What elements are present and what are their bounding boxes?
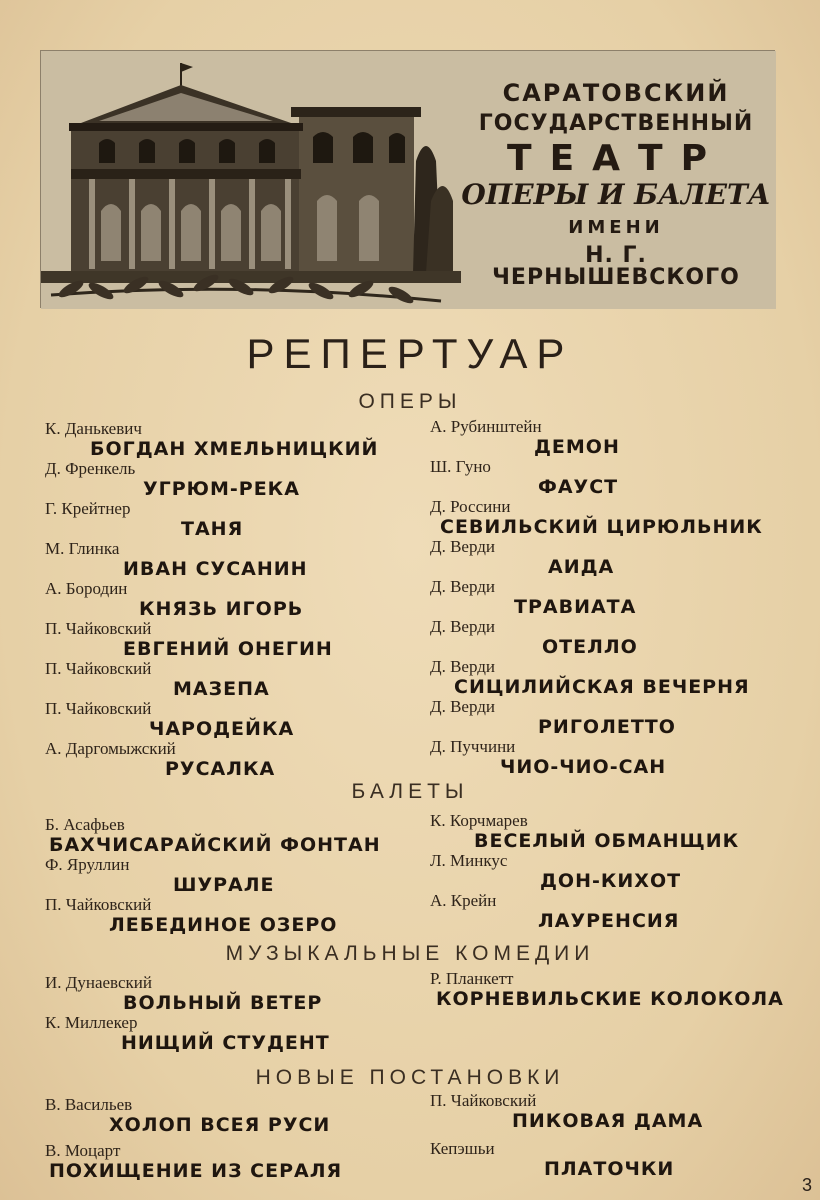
composer: Д. Пуччини bbox=[430, 737, 516, 756]
list-item bbox=[430, 698, 790, 738]
work-title: ТАНЯ bbox=[181, 518, 244, 540]
composer: Г. Крейтнер bbox=[45, 499, 131, 518]
composer: Д. Верди bbox=[430, 617, 496, 636]
work-title: ЛАУРЕНСИЯ bbox=[538, 910, 680, 932]
list-item bbox=[45, 974, 405, 1014]
list-item bbox=[45, 1142, 405, 1182]
composer: К. Корчмарев bbox=[430, 811, 528, 830]
section-heading-new-productions: НОВЫЕ ПОСТАНОВКИ bbox=[255, 1066, 565, 1089]
theater-name bbox=[461, 81, 771, 289]
work-title: МАЗЕПА bbox=[173, 678, 270, 700]
list-item bbox=[45, 660, 405, 700]
composer: Л. Минкус bbox=[430, 851, 508, 870]
composer: Кепэшьи bbox=[430, 1139, 495, 1158]
header-line-3: ТЕАТР bbox=[507, 138, 725, 179]
list-item bbox=[430, 578, 790, 618]
composer: Д. Верди bbox=[430, 697, 496, 716]
work-title: СЕВИЛЬСКИЙ ЦИРЮЛЬНИК bbox=[440, 516, 763, 538]
list-item bbox=[45, 580, 405, 620]
composer: П. Чайковский bbox=[430, 1091, 537, 1110]
composer: Д. Россини bbox=[430, 497, 511, 516]
work-title: ДЕМОН bbox=[534, 436, 620, 458]
composer: А. Даргомыжский bbox=[45, 739, 176, 758]
composer: И. Дунаевский bbox=[45, 973, 152, 992]
composer: К. Данькевич bbox=[45, 419, 142, 438]
header-line-4: ОПЕРЫ И БАЛЕТА bbox=[461, 178, 771, 211]
list-item bbox=[430, 852, 790, 892]
work-title: ОТЕЛЛО bbox=[542, 636, 638, 658]
list-item bbox=[430, 618, 790, 658]
work-title: РИГОЛЕТТО bbox=[538, 716, 676, 738]
composer: Д. Верди bbox=[430, 657, 496, 676]
work-title: ВОЛЬНЫЙ ВЕТЕР bbox=[123, 992, 323, 1014]
composer: Д. Верди bbox=[430, 577, 496, 596]
work-title: ТРАВИАТА bbox=[514, 596, 637, 618]
header-banner bbox=[40, 50, 775, 308]
work-title: РУСАЛКА bbox=[165, 758, 276, 780]
header-line-6: Н. Г. ЧЕРНЫШЕВСКОГО bbox=[492, 243, 740, 290]
composer: А. Рубинштейн bbox=[430, 417, 542, 436]
work-title: БАХЧИСАРАЙСКИЙ ФОНТАН bbox=[49, 834, 381, 856]
header-line-5: ИМЕНИ bbox=[568, 217, 664, 238]
list-item bbox=[45, 1096, 405, 1136]
list-item bbox=[45, 816, 405, 856]
list-item bbox=[430, 538, 790, 578]
work-title: ЛЕБЕДИНОЕ ОЗЕРО bbox=[109, 914, 338, 936]
work-title: КОРНЕВИЛЬСКИЕ КОЛОКОЛА bbox=[436, 988, 784, 1010]
composer: П. Чайковский bbox=[45, 619, 152, 638]
page-number: 3 bbox=[801, 1175, 812, 1195]
work-title: БОГДАН ХМЕЛЬНИЦКИЙ bbox=[90, 438, 379, 460]
work-title: ШУРАЛЕ bbox=[173, 874, 275, 896]
work-title: НИЩИЙ СТУДЕНТ bbox=[121, 1032, 330, 1054]
list-item bbox=[430, 458, 790, 498]
composer: Р. Планкетт bbox=[430, 969, 514, 988]
list-item bbox=[45, 420, 405, 460]
section-heading-ballets: БАЛЕТЫ bbox=[351, 780, 469, 803]
header-line-2: ГОСУДАРСТВЕННЫЙ bbox=[478, 111, 754, 136]
list-item bbox=[430, 738, 790, 778]
list-item bbox=[45, 540, 405, 580]
list-item bbox=[45, 620, 405, 660]
list-item bbox=[45, 700, 405, 740]
list-item bbox=[430, 1140, 790, 1180]
list-item bbox=[430, 812, 790, 852]
work-title: ХОЛОП ВСЕЯ РУСИ bbox=[109, 1114, 331, 1136]
work-title: ЧАРОДЕЙКА bbox=[149, 718, 295, 740]
list-item bbox=[430, 418, 790, 458]
page-title: РЕПЕРТУАР bbox=[246, 330, 574, 377]
composer: Ш. Гуно bbox=[430, 457, 491, 476]
composer: П. Чайковский bbox=[45, 895, 152, 914]
composer: Ф. Яруллин bbox=[45, 855, 130, 874]
composer: В. Моцарт bbox=[45, 1141, 121, 1160]
work-title: ДОН-КИХОТ bbox=[540, 870, 682, 892]
list-item bbox=[45, 460, 405, 500]
composer: Б. Асафьев bbox=[45, 815, 125, 834]
work-title: ЧИО-ЧИО-САН bbox=[500, 756, 667, 778]
list-item bbox=[45, 740, 405, 780]
composer: А. Бородин bbox=[45, 579, 128, 598]
work-title: ЕВГЕНИЙ ОНЕГИН bbox=[123, 638, 333, 660]
composer: П. Чайковский bbox=[45, 659, 152, 678]
work-title: ФАУСТ bbox=[538, 476, 619, 498]
list-item bbox=[45, 1014, 405, 1054]
list-item bbox=[430, 1092, 790, 1132]
composer: Д. Верди bbox=[430, 537, 496, 556]
composer: В. Васильев bbox=[45, 1095, 133, 1114]
composer: Д. Френкель bbox=[45, 459, 136, 478]
work-title: УГРЮМ-РЕКА bbox=[143, 478, 300, 500]
composer: К. Миллекер bbox=[45, 1013, 138, 1032]
work-title: КНЯЗЬ ИГОРЬ bbox=[139, 598, 304, 620]
work-title: СИЦИЛИЙСКАЯ ВЕЧЕРНЯ bbox=[454, 676, 750, 698]
work-title: ИВАН СУСАНИН bbox=[123, 558, 308, 580]
section-heading-comedies: МУЗЫКАЛЬНЫЕ КОМЕДИИ bbox=[225, 942, 595, 965]
work-title: АИДА bbox=[548, 556, 615, 578]
list-item bbox=[430, 970, 790, 1010]
composer: П. Чайковский bbox=[45, 699, 152, 718]
list-item bbox=[45, 896, 405, 936]
work-title: ПЛАТОЧКИ bbox=[544, 1158, 675, 1180]
composer: М. Глинка bbox=[45, 539, 120, 558]
work-title: ПОХИЩЕНИЕ ИЗ СЕРАЛЯ bbox=[49, 1160, 343, 1182]
header-line-1: САРАТОВСКИЙ bbox=[502, 79, 730, 107]
work-title: ПИКОВАЯ ДАМА bbox=[512, 1110, 704, 1132]
list-item bbox=[430, 498, 790, 538]
list-item bbox=[430, 892, 790, 932]
work-title: ВЕСЕЛЫЙ ОБМАНЩИК bbox=[474, 830, 740, 852]
list-item bbox=[45, 500, 405, 540]
list-item bbox=[430, 658, 790, 698]
list-item bbox=[45, 856, 405, 896]
section-heading-operas: ОПЕРЫ bbox=[358, 390, 462, 413]
composer: А. Крейн bbox=[430, 891, 497, 910]
